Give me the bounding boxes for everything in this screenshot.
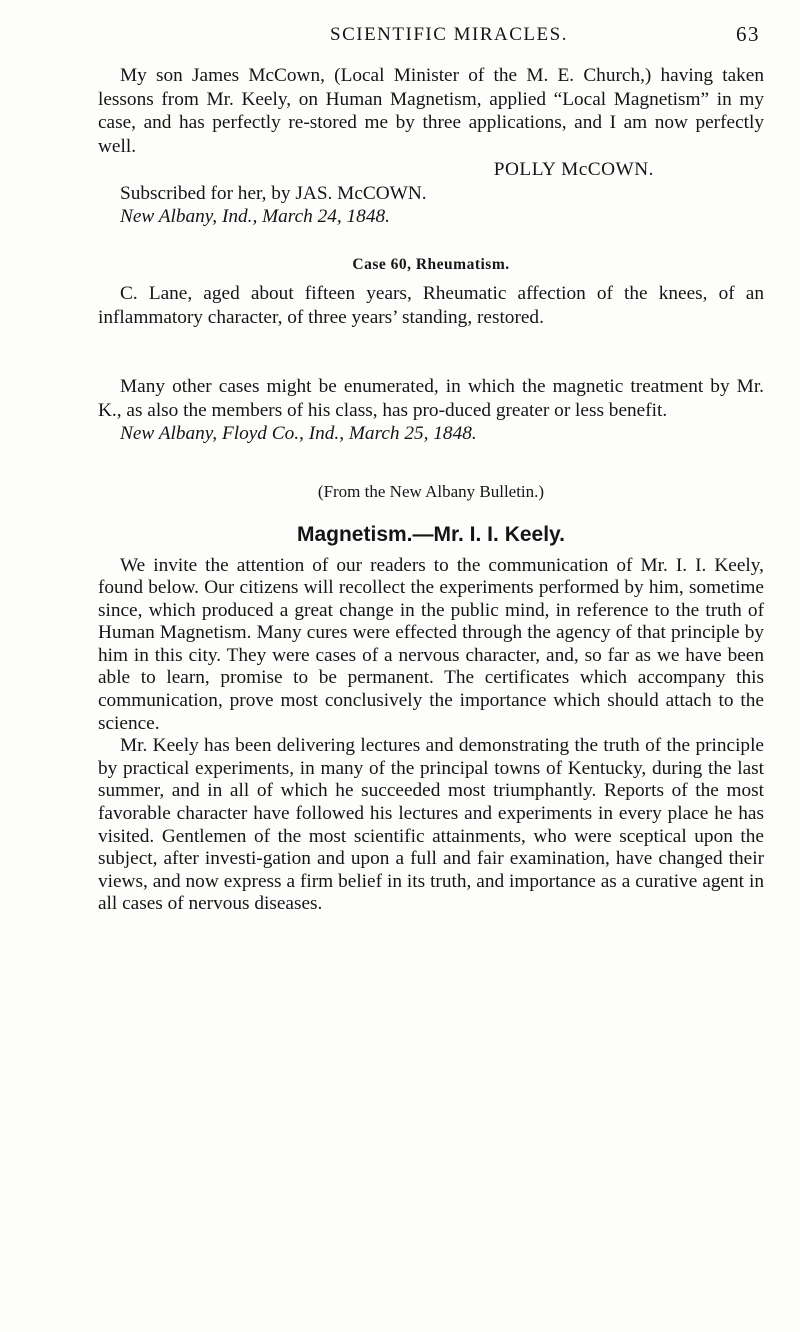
case-body: C. Lane, aged about fifteen years, Rheumatic affection of the knees, of an inflammatory character, of three years’ standing, restored. [98,283,764,328]
running-title: SCIENTIFIC MIRACLES. [330,24,568,45]
testimonial-letter: My son James McCown, (Local Minister of the M. E. Church,) having taken lessons from Mr. Keely, on Human Magnetism, applied “Local Magnetism” in my case, and has perfectly re-stored me by three applications, and I am now perfectly well. [98,65,764,157]
article-source: (From the New Albany Bulletin.) [317,481,545,501]
section-gap [98,329,764,375]
article-paragraph-2: Mr. Keely has been delivering lectures and demonstrating the truth of the principle by practical experiments, in many of the principal towns of Kentucky, during the last summer, and in all of which he succeeded most triumphantly. Reports of the most favorable character have followed his lectures and experiments in every place he has visited. Gentlemen of the most scientific attainments, who were sceptical upon the subject, after investi-gation and upon a full and fair examination, have changed their views, and now express a firm belief in its truth, and importance as a curative agent in all cases of nervous diseases. [98,735,764,915]
testimonial-subscribed: Subscribed for her, by JAS. McCOWN. [120,182,427,204]
page-content [98,64,764,916]
article-heading: Magnetism.—Mr. I. I. Keely. [296,523,566,546]
summary-place-date: New Albany, Floyd Co., Ind., March 25, 1848. [120,423,477,444]
testimonial-place-date: New Albany, Ind., March 24, 1848. [120,206,390,227]
testimonial-signature: POLLY McCOWN. [493,159,654,180]
page-number: 63 [736,22,760,46]
article-paragraph-1: We invite the attention of our readers to the communication of Mr. I. I. Keely, found below. Our citizens will recollect the experiments performed by him, sometime since, which produced a great change in the public mind, in reference to the truth of Human Magnetism. Many cures were effected through the agency of that principle by him in this city. They were cases of a nervous character, and, so far as we have been able to learn, promise to be permanent. The certificates which accompany this communication, prove most conclusively the importance which should attach to the science. [98,554,764,734]
case-heading: Case 60, Rheumatism. [352,255,510,273]
summary-paragraph: Many other cases might be enumerated, in which the magnetic treatment by Mr. K., as also the members of his class, has pro-duced greater or less benefit. [98,376,764,421]
